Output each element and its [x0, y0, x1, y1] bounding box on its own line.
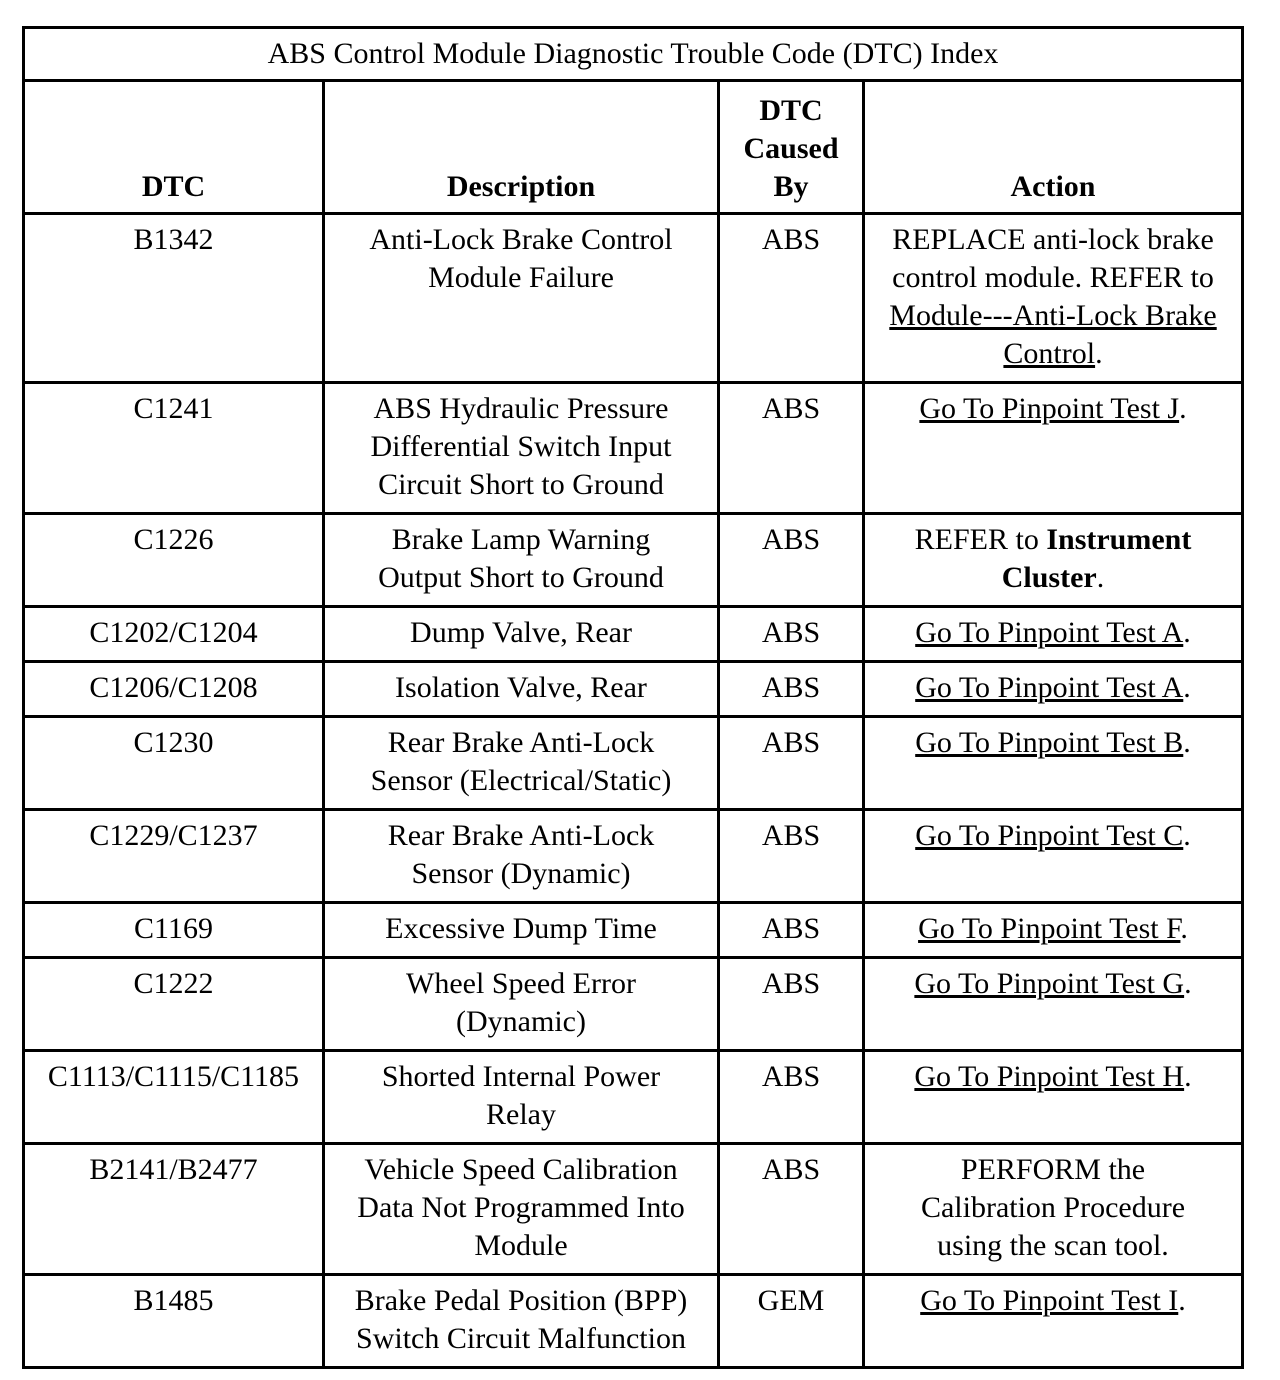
action-suffix: . [1095, 337, 1103, 370]
dtc-action [864, 958, 1243, 1051]
dtc-description: Isolation Valve, Rear [324, 662, 719, 717]
table-row [24, 514, 1243, 607]
dtc-description: Brake Pedal Position (BPP) Switch Circuit Malfunction [324, 1275, 719, 1368]
header-row [24, 81, 1243, 214]
dtc-code: C1230 [24, 717, 324, 810]
table-row [24, 1051, 1243, 1144]
dtc-caused-by: ABS [719, 214, 864, 383]
table-row [24, 383, 1243, 514]
action-suffix: . [1184, 967, 1192, 1000]
dtc-description: Wheel Speed Error (Dynamic) [324, 958, 719, 1051]
dtc-code: C1202/C1204 [24, 607, 324, 662]
action-text: REPLACE anti-lock brake control module. REFER to [892, 223, 1214, 294]
action-suffix: . [1180, 912, 1188, 945]
action-link[interactable]: Go To Pinpoint Test I [920, 1284, 1179, 1317]
header-description: Description [324, 81, 719, 214]
header-action: Action [864, 81, 1243, 214]
header-caused-by-line1: DTC [759, 94, 823, 127]
dtc-description: Shorted Internal Power Relay [324, 1051, 719, 1144]
dtc-caused-by: ABS [719, 810, 864, 903]
header-caused-by-line3: By [773, 170, 809, 203]
dtc-code: C1206/C1208 [24, 662, 324, 717]
dtc-code: B1342 [24, 214, 324, 383]
dtc-description: Vehicle Speed Calibration Data Not Programmed Into Module [324, 1144, 719, 1275]
dtc-code: B2141/B2477 [24, 1144, 324, 1275]
dtc-caused-by: GEM [719, 1275, 864, 1368]
table-row [24, 903, 1243, 958]
dtc-code: C1222 [24, 958, 324, 1051]
action-link[interactable]: Go To Pinpoint Test F [918, 912, 1181, 945]
table-row [24, 1144, 1243, 1275]
table-row [24, 717, 1243, 810]
dtc-description: Rear Brake Anti-Lock Sensor (Dynamic) [324, 810, 719, 903]
dtc-caused-by: ABS [719, 958, 864, 1051]
dtc-code: C1169 [24, 903, 324, 958]
dtc-caused-by: ABS [719, 717, 864, 810]
action-suffix: . [1178, 1284, 1186, 1317]
action-link[interactable]: Go To Pinpoint Test A [915, 671, 1184, 704]
action-link[interactable]: Go To Pinpoint Test G [914, 967, 1185, 1000]
dtc-description: Brake Lamp Warning Output Short to Ground [324, 514, 719, 607]
table-row [24, 662, 1243, 717]
header-caused-by [719, 81, 864, 214]
table-title: ABS Control Module Diagnostic Trouble Code (DTC) Index [24, 28, 1243, 81]
dtc-action [864, 903, 1243, 958]
action-suffix: . [1184, 1060, 1192, 1093]
header-dtc: DTC [24, 81, 324, 214]
dtc-caused-by: ABS [719, 1144, 864, 1275]
action-link[interactable]: Go To Pinpoint Test J [919, 392, 1180, 425]
action-suffix: . [1183, 616, 1191, 649]
table-row [24, 214, 1243, 383]
table-row [24, 958, 1243, 1051]
action-text: REFER to [914, 523, 1047, 556]
action-suffix: . [1183, 726, 1191, 759]
table-row [24, 810, 1243, 903]
dtc-action [864, 1275, 1243, 1368]
action-link[interactable]: Go To Pinpoint Test B [915, 726, 1184, 759]
dtc-description: ABS Hydraulic Pressure Differential Switch Input Circuit Short to Ground [324, 383, 719, 514]
dtc-caused-by: ABS [719, 514, 864, 607]
dtc-caused-by: ABS [719, 383, 864, 514]
dtc-action [864, 1051, 1243, 1144]
action-suffix: . [1183, 671, 1191, 704]
dtc-action [864, 214, 1243, 383]
dtc-code: C1113/C1115/C1185 [24, 1051, 324, 1144]
dtc-caused-by: ABS [719, 607, 864, 662]
action-suffix: . [1096, 561, 1105, 594]
dtc-action [864, 810, 1243, 903]
action-link[interactable]: Go To Pinpoint Test H [914, 1060, 1185, 1093]
dtc-code: C1226 [24, 514, 324, 607]
table-row [24, 1275, 1243, 1368]
dtc-action: PERFORM the Calibration Procedure using the scan tool. [864, 1144, 1243, 1275]
dtc-code: C1241 [24, 383, 324, 514]
dtc-action [864, 662, 1243, 717]
header-caused-by-line2: Caused [743, 132, 839, 165]
dtc-description: Anti-Lock Brake Control Module Failure [324, 214, 719, 383]
dtc-code: C1229/C1237 [24, 810, 324, 903]
dtc-action [864, 514, 1243, 607]
action-link[interactable]: Go To Pinpoint Test C [915, 819, 1184, 852]
action-link[interactable]: Module---Anti-Lock Brake Control [889, 299, 1217, 370]
dtc-caused-by: ABS [719, 1051, 864, 1144]
action-suffix: . [1183, 819, 1191, 852]
dtc-code: B1485 [24, 1275, 324, 1368]
action-bold-reference: Instrument Cluster [1001, 523, 1192, 594]
dtc-action [864, 717, 1243, 810]
action-link[interactable]: Go To Pinpoint Test A [915, 616, 1184, 649]
table-row [24, 607, 1243, 662]
dtc-description: Rear Brake Anti-Lock Sensor (Electrical/Static) [324, 717, 719, 810]
dtc-caused-by: ABS [719, 903, 864, 958]
action-suffix: . [1179, 392, 1187, 425]
dtc-description: Excessive Dump Time [324, 903, 719, 958]
dtc-action [864, 383, 1243, 514]
dtc-action [864, 607, 1243, 662]
dtc-caused-by: ABS [719, 662, 864, 717]
dtc-index-table [22, 26, 1244, 1369]
dtc-description: Dump Valve, Rear [324, 607, 719, 662]
